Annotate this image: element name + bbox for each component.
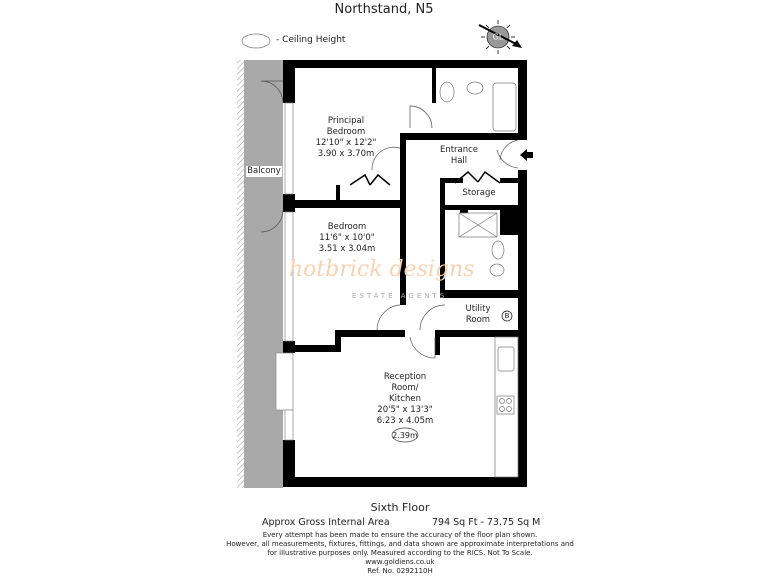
- disclaimer: [226, 531, 574, 576]
- balcony-area: [244, 60, 283, 488]
- room-name: Room/: [391, 383, 419, 393]
- watermark-sub: ESTATE AGENTS: [352, 292, 448, 300]
- disclaimer-line: for illustrative purposes only. Measured according to the RICS. Not To Scale.: [267, 549, 533, 557]
- website: www.goldiens.co.uk: [365, 558, 435, 566]
- room-name: Hall: [450, 156, 468, 166]
- reception-label: [377, 372, 434, 427]
- storage-label: Storage: [462, 188, 496, 198]
- ceiling-height-legend-icon: [242, 34, 270, 48]
- disclaimer-line: Every attempt has been made to ensure the accuracy of the floor plan shown.: [262, 531, 538, 539]
- compass-label: GL: [492, 32, 504, 42]
- room-size-imperial: 12'10" x 12'2": [315, 138, 377, 148]
- room-name: Utility: [465, 304, 491, 314]
- property-title: Northstand, N5: [334, 2, 434, 17]
- room-name: Reception: [383, 372, 427, 382]
- watermark-script: hotbrick designs: [289, 257, 475, 282]
- room-name: Kitchen: [389, 394, 421, 404]
- legend-label: - Ceiling Height: [276, 35, 346, 45]
- room-name: Principal: [327, 116, 365, 126]
- room-size-imperial: 11'6" x 10'0": [319, 233, 375, 243]
- room-name: Room: [465, 315, 491, 325]
- room-size-metric: 6.23 x 4.05m: [376, 416, 434, 426]
- room-size-metric: 3.90 x 3.70m: [317, 149, 375, 159]
- room-name: Bedroom: [327, 222, 367, 232]
- balcony-hatch: [237, 60, 244, 488]
- entrance-hall-label: [440, 145, 478, 167]
- boiler-label: B: [504, 312, 510, 320]
- disclaimer-line: However, all measurements, fixtures, fittings, and data shown are approximate interpretations and: [226, 540, 574, 548]
- room-size-metric: 3.51 x 3.04m: [318, 244, 376, 254]
- utility-room-label: [465, 304, 490, 326]
- ceiling-height-value: 2.39m: [392, 431, 418, 440]
- floor-label: Sixth Floor: [370, 501, 430, 514]
- entrance-arrow-icon: [520, 149, 533, 161]
- area-label: Approx Gross Internal Area: [262, 517, 390, 528]
- bedroom-label: [319, 222, 376, 255]
- reference-number: Ref. No. 0292110H: [367, 567, 433, 575]
- area-value: 794 Sq Ft - 73.75 Sq M: [432, 517, 541, 528]
- principal-bedroom-label: [316, 116, 377, 160]
- room-name: Bedroom: [326, 127, 366, 137]
- room-size-imperial: 20'5" x 13'3": [377, 405, 433, 415]
- room-name: Entrance: [439, 145, 479, 155]
- balcony-label: Balcony: [247, 166, 281, 176]
